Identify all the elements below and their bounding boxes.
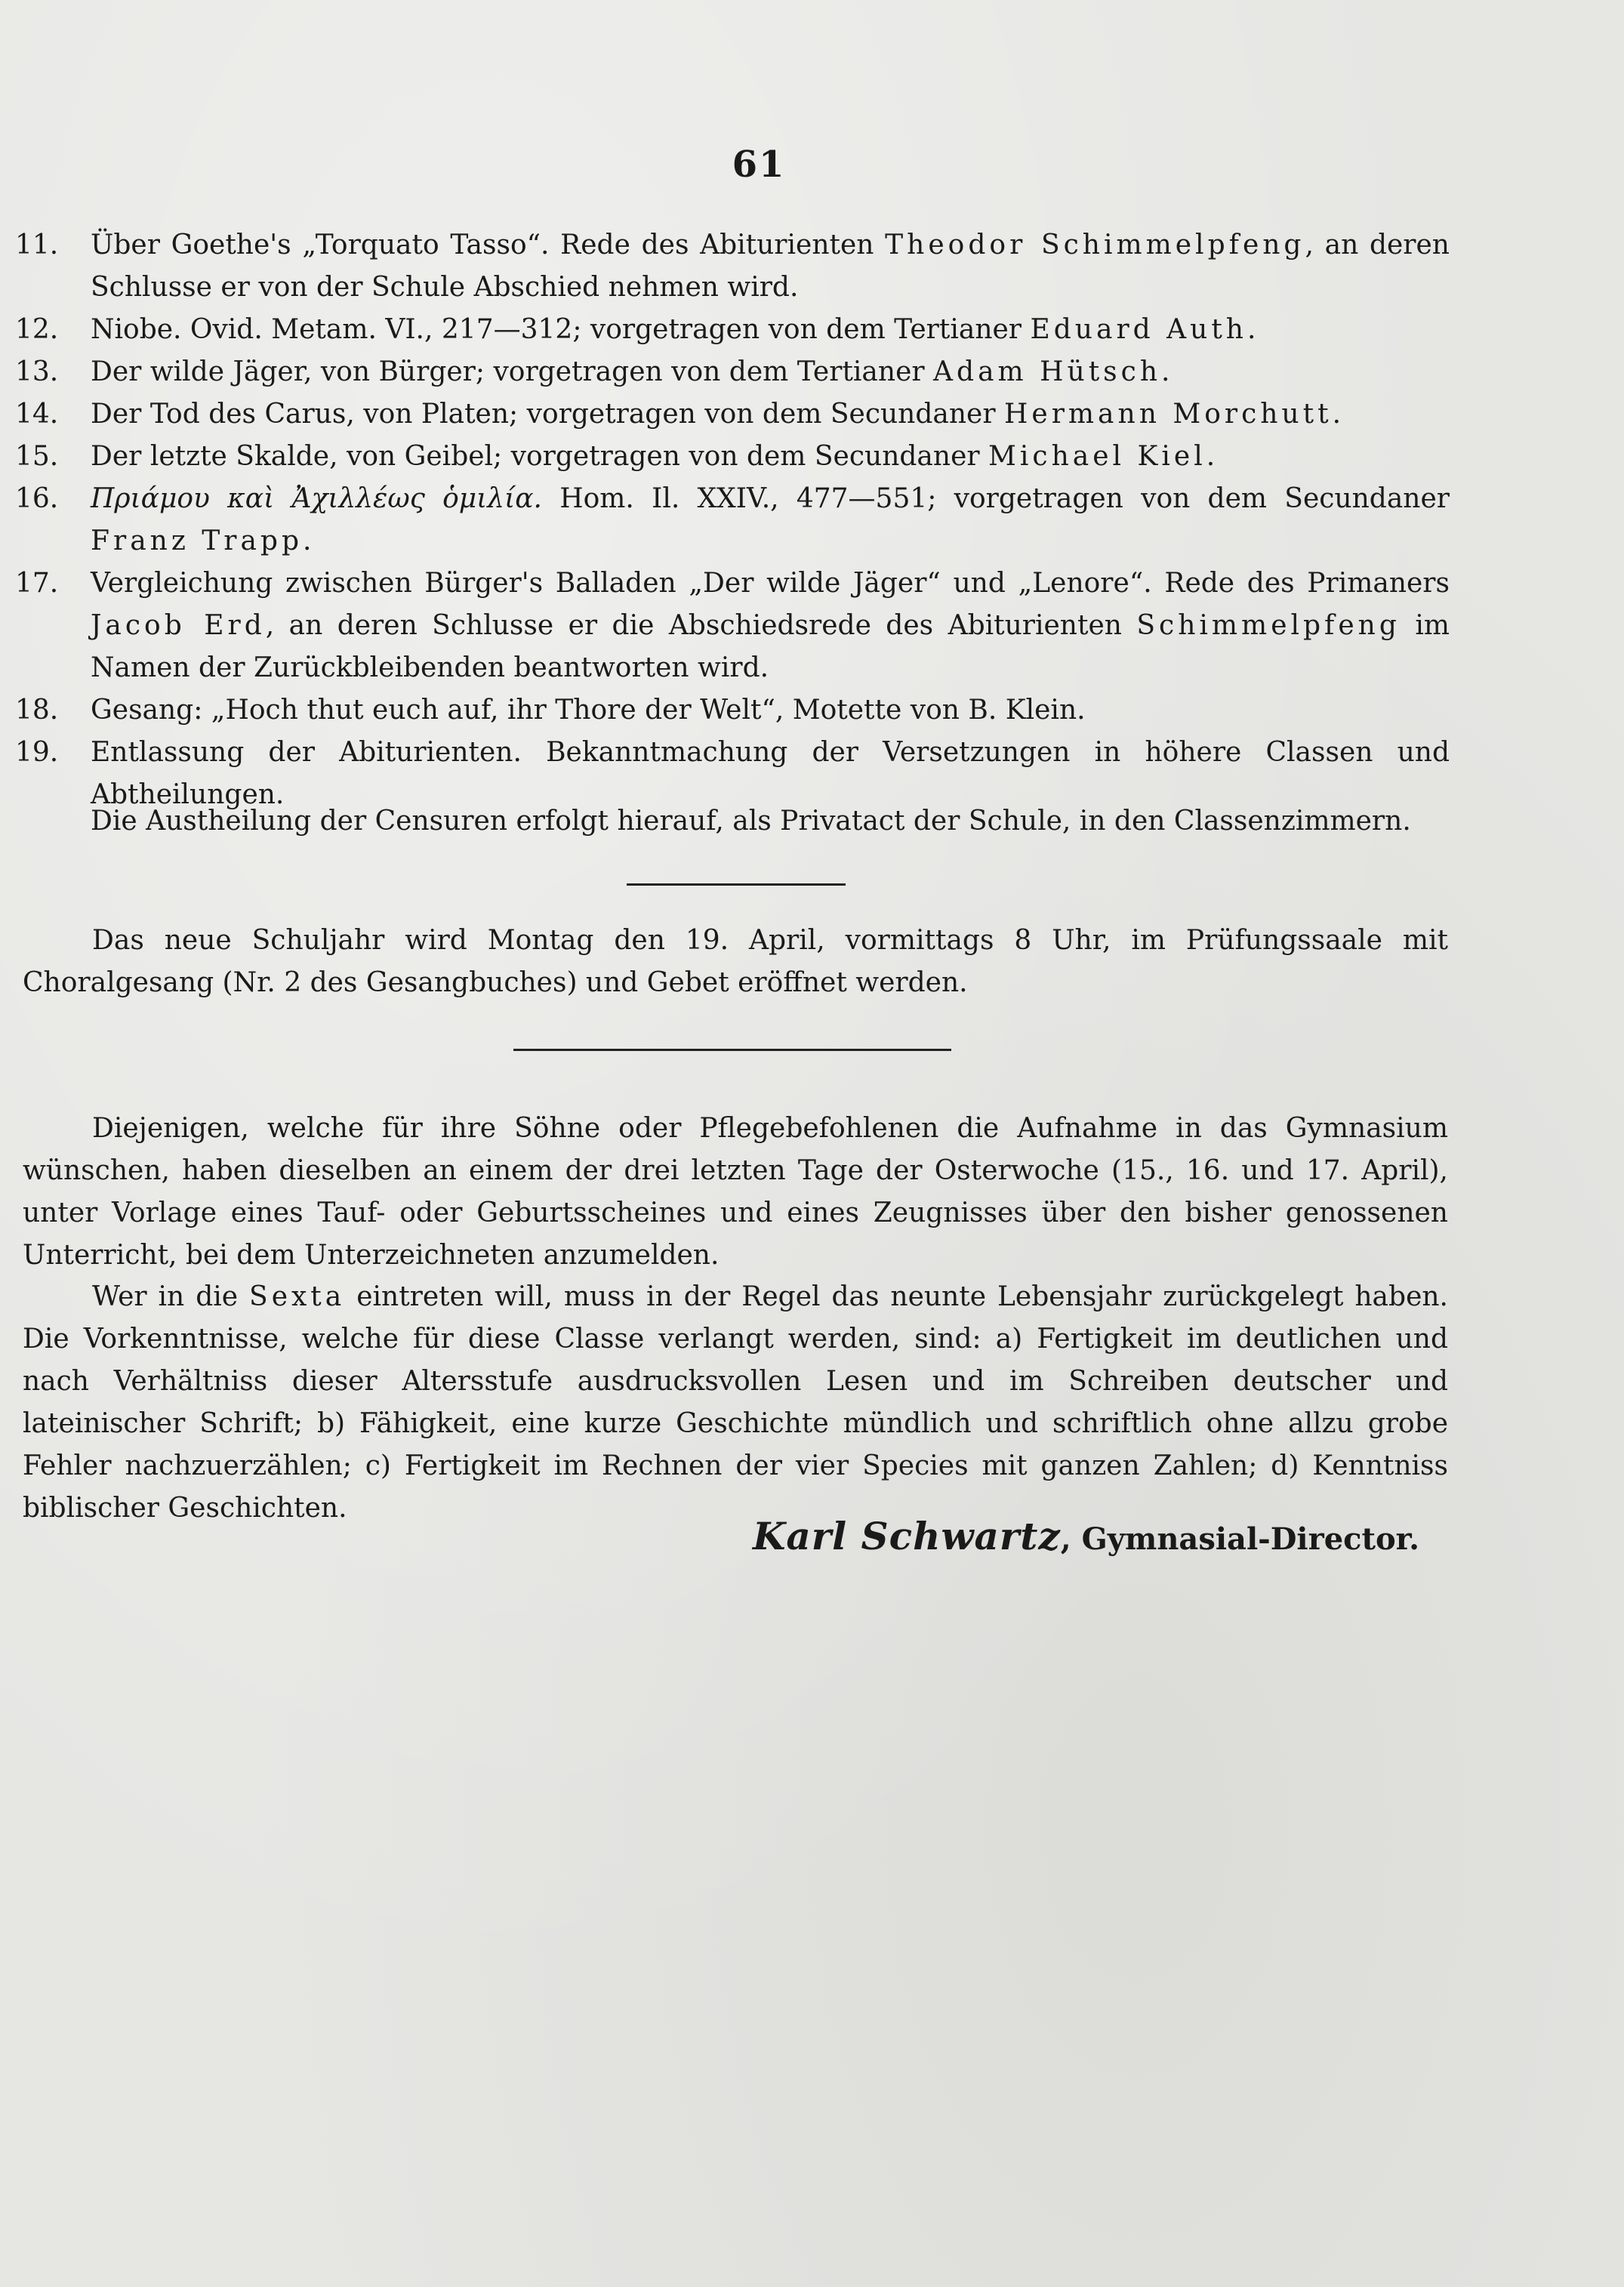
list-item-text: , an deren Schlusse er von der Schule Abschied nehmen wird. — [91, 230, 1450, 303]
list-item-name: Theodor Schimmelpfeng — [885, 230, 1305, 260]
list-item-name: Eduard Auth — [1030, 314, 1247, 345]
list-item — [15, 309, 1450, 351]
list-item — [15, 351, 1450, 393]
list-item-number: 13. — [15, 356, 59, 387]
list-item-number: 17. — [15, 568, 59, 599]
list-item-text: . — [1161, 356, 1170, 387]
list-item-text: Über Goethe's „Torquato Tasso“. Rede des Abiturienten — [91, 230, 886, 260]
list-item-text: im Namen der Zurückbleibenden beantworten wird. — [91, 610, 1450, 683]
censur-paragraph: Die Austheilung der Censuren erfolgt hierauf, als Privatact der Schule, in den Classenzimmern. — [91, 806, 1411, 837]
list-item-text: Der letzte Skalde, von Geibel; vorgetragen von dem Secundaner — [91, 441, 989, 472]
list-item-number: 16. — [15, 483, 59, 514]
schuljahr-paragraph: Das neue Schuljahr wird Montag den 19. April, vormittags 8 Uhr, im Prüfungssaale mit Choralgesang (Nr. 2 des Gesangbuches) und Gebet eröffnet werden. — [23, 925, 1448, 998]
list-item-text: Der wilde Jäger, von Bürger; vorgetragen von dem Tertianer — [91, 356, 934, 387]
list-item-name: Hermann Morchutt — [1004, 399, 1333, 430]
list-item — [15, 478, 1450, 563]
program-list — [0, 224, 1624, 816]
list-item — [15, 224, 1450, 309]
sexta-word: Sexta — [249, 1281, 346, 1312]
list-item-text: Niobe. Ovid. Metam. VI., 217—312; vorgetragen von dem Tertianer — [91, 314, 1031, 345]
list-item-text: Der Tod des Carus, von Platen; vorgetragen von dem Secundaner — [91, 399, 1005, 430]
aufnahme-paragraph: Diejenigen, welche für ihre Söhne oder Pflegebefohlenen die Aufnahme in das Gymnasium wünschen, haben dieselben an einem der drei letzten Tage der Osterwoche (15., 16. und 17. April), unter Vorlage eines Tauf- oder Geburtsscheines und eines Zeugnisses über den bisher genossenen Unterricht, bei dem Unterzeichneten anzumelden. — [23, 1113, 1448, 1271]
list-item-text: . — [1247, 314, 1256, 345]
sexta-text-after: eintreten will, muss in der Regel das neunte Lebensjahr zurückgelegt haben. Die Vorkenntnisse, welche für diese Classe verlangt werden, sind: a) Fertigkeit im deutlichen und nach Verhältniss dieser Altersstufe ausdrucksvollen Lesen und im Schreiben deutscher und lateinischer Schrift; b) Fähigkeit, eine kurze Geschichte mündlich und schriftlich ohne allzu grobe Fehler nachzuerzählen; c) Fertigkeit im Rechnen der vier Species mit ganzen Zahlen; d) Kenntniss biblischer Geschichten. — [23, 1281, 1448, 1524]
page-number: 61 — [732, 143, 786, 186]
list-item-number: 18. — [15, 695, 59, 726]
list-item-text: Entlassung der Abiturienten. Bekanntmachung der Versetzungen in höhere Classen und Abtheilungen. — [91, 737, 1450, 810]
list-item-name: Jacob Erd — [91, 610, 266, 641]
list-item-name: Schimmelpfeng — [1136, 610, 1401, 641]
list-item-name: Michael Kiel — [988, 441, 1206, 472]
list-item — [15, 689, 1450, 732]
list-item — [15, 563, 1450, 689]
list-item-text: Gesang: „Hoch thut euch auf, ihr Thore der Welt“, Motette von B. Klein. — [91, 695, 1086, 726]
list-item — [15, 436, 1450, 478]
list-item-name: Adam Hütsch — [933, 356, 1162, 387]
list-item-number: 19. — [15, 737, 59, 768]
signature-title: , Gymnasial-Director. — [1060, 1521, 1419, 1557]
list-item-text: . — [1332, 399, 1342, 430]
divider-rule — [513, 1049, 951, 1051]
list-item-text: Vergleichung zwischen Bürger's Balladen „Der wilde Jäger“ und „Lenore“. Rede des Primaners — [91, 568, 1450, 599]
list-item-text: Hom. Il. XXIV., 477—551; vorgetragen von dem Secundaner — [541, 483, 1450, 514]
list-item-number: 15. — [15, 441, 59, 472]
list-item — [15, 393, 1450, 436]
sexta-paragraph — [23, 1276, 1448, 1530]
list-item-text: . — [303, 526, 312, 556]
signature-name: Karl Schwartz — [752, 1514, 1061, 1558]
signature — [0, 1514, 1419, 1558]
list-item-number: 14. — [15, 399, 59, 430]
divider-rule — [627, 883, 846, 886]
list-item-text: Πριάμου καὶ Ἀχιλλέως ὁμιλία. — [91, 483, 542, 514]
list-item-name: Franz Trapp — [91, 526, 304, 556]
list-item-number: 11. — [15, 230, 59, 260]
list-item-text: , an deren Schlusse er die Abschiedsrede des Abiturienten — [265, 610, 1137, 641]
list-item-number: 12. — [15, 314, 59, 345]
sexta-text-before: Wer in die — [92, 1281, 250, 1312]
list-item-text: . — [1206, 441, 1216, 472]
